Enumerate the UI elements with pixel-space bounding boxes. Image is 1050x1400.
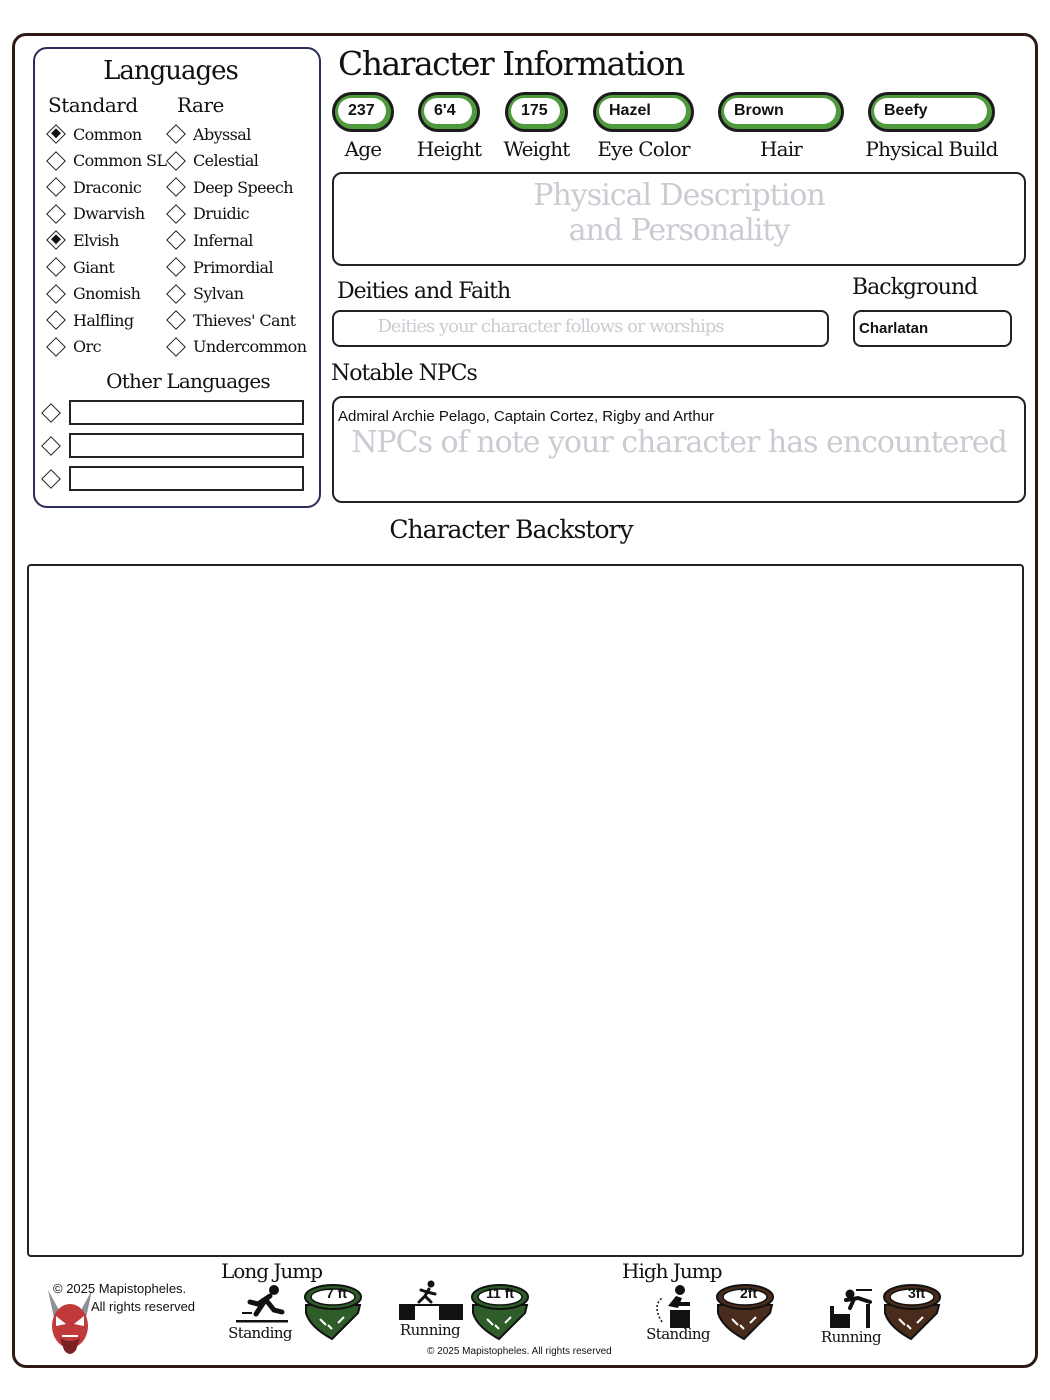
- language-label: Common SL: [73, 151, 167, 171]
- language-option[interactable]: [165, 307, 295, 333]
- language-label: Common: [73, 124, 142, 144]
- language-option[interactable]: [45, 121, 142, 147]
- language-label: Sylvan: [193, 284, 244, 304]
- language-label: Elvish: [73, 230, 119, 250]
- language-option[interactable]: [45, 174, 141, 200]
- high-jump-standing-value: 2ft: [740, 1285, 758, 1301]
- age-value[interactable]: 237: [338, 98, 386, 124]
- language-option[interactable]: [45, 148, 166, 174]
- background-heading: Background: [852, 275, 978, 300]
- background-value[interactable]: Charlatan: [859, 320, 929, 337]
- language-checkbox[interactable]: [166, 204, 186, 224]
- language-option[interactable]: [165, 281, 243, 307]
- long-jump-standing-icon: [236, 1284, 290, 1326]
- language-checkbox[interactable]: [46, 177, 66, 197]
- language-checkbox[interactable]: [46, 204, 66, 224]
- high-jump-standing-icon: [648, 1284, 696, 1330]
- language-checkbox[interactable]: [46, 230, 66, 250]
- language-label: Deep Speech: [193, 177, 293, 197]
- language-label: Orc: [73, 337, 101, 357]
- language-option[interactable]: [45, 254, 114, 280]
- long-jump-running-icon: [397, 1280, 465, 1324]
- language-checkbox[interactable]: [46, 257, 66, 277]
- language-checkbox[interactable]: [166, 124, 186, 144]
- languages-title: Languages: [103, 56, 238, 86]
- long-jump-standing-label: Standing: [228, 1324, 292, 1342]
- language-label: Gnomish: [73, 284, 141, 304]
- notable-npcs-placeholder: NPCs of note your character has encountered: [351, 425, 1007, 460]
- physical-description-field[interactable]: [332, 172, 1026, 266]
- language-label: Druidic: [193, 204, 250, 224]
- height-field[interactable]: [418, 92, 480, 132]
- language-checkbox[interactable]: [166, 284, 186, 304]
- eye-color-value[interactable]: Hazel: [599, 98, 686, 124]
- language-option[interactable]: [165, 148, 258, 174]
- other-language-input[interactable]: [69, 400, 304, 425]
- language-checkbox[interactable]: [166, 310, 186, 330]
- other-language-checkbox[interactable]: [41, 436, 61, 456]
- rare-heading: Rare: [177, 93, 224, 117]
- height-label: Height: [416, 137, 482, 161]
- language-option[interactable]: [45, 201, 145, 227]
- copyright-line1: © 2025 Mapistopheles.: [53, 1281, 187, 1296]
- height-value[interactable]: 6'4: [424, 98, 472, 124]
- high-jump-running-icon: [826, 1286, 878, 1330]
- language-label: Halfling: [73, 310, 134, 330]
- physical-build-value[interactable]: Beefy: [874, 98, 987, 124]
- background-input[interactable]: [853, 310, 1012, 347]
- language-label: Dwarvish: [73, 204, 145, 224]
- language-option[interactable]: [165, 334, 306, 360]
- language-option[interactable]: [165, 254, 273, 280]
- high-jump-standing-label: Standing: [646, 1325, 710, 1343]
- age-label: Age: [344, 137, 382, 161]
- language-checkbox[interactable]: [46, 284, 66, 304]
- high-jump-running-value: 3ft: [908, 1285, 926, 1301]
- language-option[interactable]: [45, 227, 119, 253]
- hair-label: Hair: [759, 137, 803, 161]
- character-information-title: Character Information: [338, 44, 684, 83]
- language-label: Giant: [73, 257, 115, 277]
- language-checkbox[interactable]: [46, 337, 66, 357]
- long-jump-running-value: 11 ft: [486, 1285, 515, 1301]
- other-language-input[interactable]: [69, 466, 304, 491]
- other-language-row[interactable]: [38, 400, 308, 426]
- hair-field[interactable]: [718, 92, 844, 132]
- age-field[interactable]: [332, 92, 394, 132]
- language-option[interactable]: [165, 121, 251, 147]
- devil-logo: [40, 1286, 100, 1362]
- language-checkbox[interactable]: [46, 310, 66, 330]
- long-jump-standing-value: 7 ft: [326, 1285, 347, 1301]
- weight-field[interactable]: [505, 92, 568, 132]
- other-language-checkbox[interactable]: [41, 469, 61, 489]
- language-label: Celestial: [193, 151, 259, 171]
- language-label: Thieves' Cant: [193, 310, 296, 330]
- backstory-textarea[interactable]: [27, 564, 1024, 1257]
- language-option[interactable]: [165, 227, 253, 253]
- standard-heading: Standard: [48, 93, 138, 117]
- eye-color-field[interactable]: [593, 92, 694, 132]
- copyright-small: © 2025 Mapistopheles. All rights reserved: [427, 1346, 612, 1357]
- language-label: Primordial: [193, 257, 274, 277]
- high-jump-heading: High Jump: [622, 1259, 722, 1283]
- physical-build-field[interactable]: [868, 92, 995, 132]
- copyright-line2: All rights reserved: [91, 1299, 196, 1314]
- physical-description-placeholder-line1: Physical Description: [533, 178, 825, 213]
- language-checkbox[interactable]: [46, 151, 66, 171]
- backstory-heading: Character Backstory: [389, 515, 633, 544]
- language-option[interactable]: [45, 307, 134, 333]
- language-label: Undercommon: [193, 337, 307, 357]
- language-option[interactable]: [45, 281, 140, 307]
- other-language-checkbox[interactable]: [41, 403, 61, 423]
- other-language-row[interactable]: [38, 466, 308, 492]
- hair-value[interactable]: Brown: [724, 98, 836, 124]
- language-label: Abyssal: [193, 124, 251, 144]
- language-checkbox[interactable]: [166, 257, 186, 277]
- language-checkbox[interactable]: [166, 230, 186, 250]
- language-checkbox[interactable]: [166, 337, 186, 357]
- long-jump-heading: Long Jump: [221, 1259, 323, 1283]
- other-language-row[interactable]: [38, 433, 308, 459]
- weight-value[interactable]: 175: [511, 98, 560, 124]
- physical-description-placeholder-line2: and Personality: [568, 213, 790, 248]
- language-option[interactable]: [165, 174, 293, 200]
- language-checkbox[interactable]: [166, 177, 186, 197]
- weight-label: Weight: [503, 137, 570, 161]
- language-option[interactable]: [45, 334, 101, 360]
- language-option[interactable]: [165, 201, 249, 227]
- deities-placeholder: Deities your character follows or worships: [377, 316, 724, 337]
- long-jump-running-label: Running: [399, 1321, 461, 1339]
- physical-build-label: Physical Build: [865, 137, 998, 161]
- notable-npcs-field[interactable]: [332, 396, 1026, 503]
- notable-npcs-value[interactable]: Admiral Archie Pelago, Captain Cortez, Rigby and Arthur: [338, 408, 715, 425]
- language-checkbox[interactable]: [46, 124, 66, 144]
- deities-heading: Deities and Faith: [337, 279, 511, 304]
- language-checkbox[interactable]: [166, 151, 186, 171]
- high-jump-running-label: Running: [820, 1328, 882, 1346]
- language-label: Draconic: [73, 177, 142, 197]
- other-language-input[interactable]: [69, 433, 304, 458]
- eye-color-label: Eye Color: [597, 137, 690, 161]
- language-label: Infernal: [193, 230, 253, 250]
- other-languages-heading: Other Languages: [106, 369, 270, 393]
- deities-input[interactable]: [332, 310, 829, 347]
- notable-npcs-heading: Notable NPCs: [331, 361, 477, 386]
